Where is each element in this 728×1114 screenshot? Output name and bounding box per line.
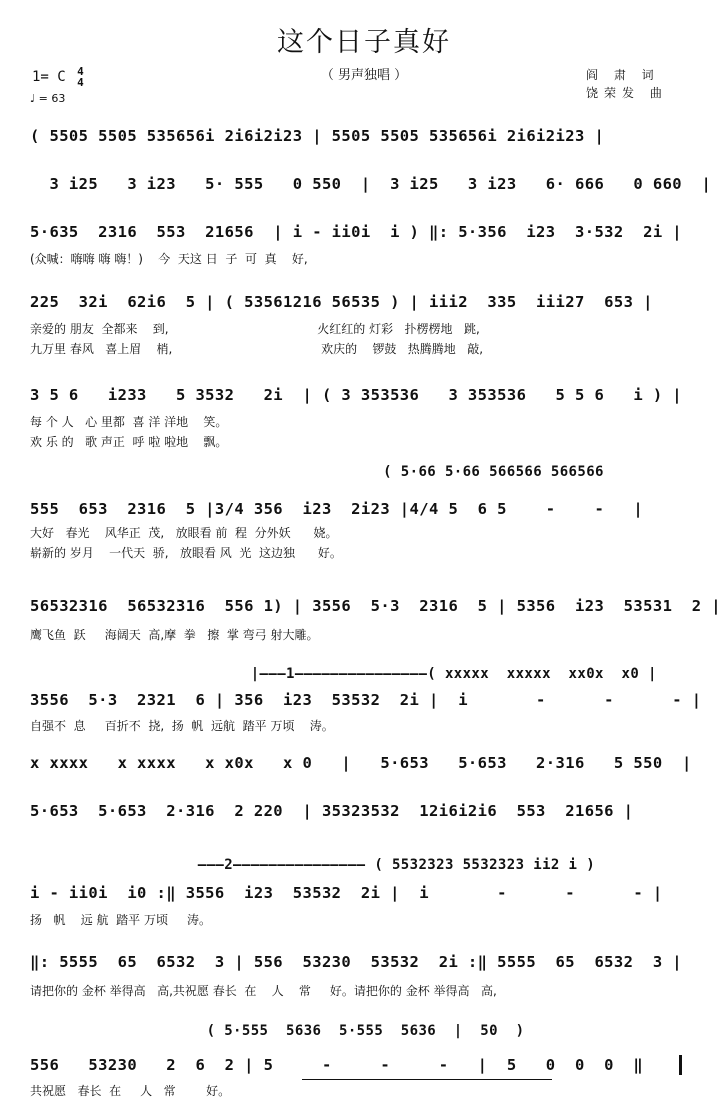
tie-line — [302, 1079, 552, 1080]
score-line-4: 225 32i 62i6 5 | ( 53561216 56535 ) | iii2 335 iii27 653 | — [30, 293, 653, 311]
score-line-1: ( 5505 5505 535656i 2i6i2i23 | 5505 5505 535656i 2i6i2i23 | — [30, 127, 605, 145]
lyric-line-11: 请把你的 金杯 举得高 高,共祝愿 春长 在 人 常 好。请把你的 金杯 举得高 高, — [30, 984, 497, 998]
score-line-8: 3556 5·3 2321 6 | 356 i23 53532 2i | i - - - | — [30, 691, 702, 709]
lyricist-credit: 阎 肃 词 — [586, 68, 660, 82]
performance-note: （ 男声独唱 ） — [320, 68, 408, 83]
lyric-line-10: 扬 帆 远 航 踏平 万顷 涛。 — [30, 913, 212, 927]
time-top: 4 — [77, 65, 84, 78]
final-barline — [679, 1055, 682, 1075]
score-line-3: 5·635 2316 553 21656 | i - ii0i i ) ‖: 5·356 i23 3·532 2i | — [30, 223, 683, 241]
lyric-line-2: 亲爱的 朋友 全都来 到, 火红红的 灯彩 扑楞楞地 跳, — [30, 322, 480, 336]
score-line-6: 555 653 2316 5 |3/4 356 i23 2i23 |4/4 5 6 5 - - | — [30, 500, 644, 518]
lyric-line-4: 每 个 人 心 里都 喜 洋 洋地 笑。 — [30, 415, 228, 429]
score-line-2: 3 i25 3 i23 5· 555 0 550 | 3 i25 3 i23 6· 666 0 660 | — [30, 175, 712, 193]
accompaniment-line-2: |———1———————————————( xxxxx xxxxx xx0x x0 | — [30, 666, 657, 682]
key-signature — [32, 66, 84, 88]
accompaniment-line-3: ———2——————————————— ( 5532323 5532323 ii2 i ) — [30, 857, 596, 873]
score-line-7: 56532316 56532316 556 1) | 3556 5·3 2316 5 | 5356 i23 53531 2 | — [30, 597, 721, 615]
accompaniment-line-1: ( 5·66 5·66 566566 566566 — [30, 464, 604, 480]
score-line-13: 556 53230 2 6 2 | 5 - - - | 5 0 0 0 ‖ — [30, 1056, 644, 1074]
accompaniment-line-4: ( 5·555 5636 5·555 5636 | 50 ) — [30, 1023, 525, 1039]
lyric-line-12: 共祝愿 春长 在 人 常 好。 — [30, 1084, 231, 1098]
lyric-line-5: 欢 乐 的 歌 声正 呼 啦 啦地 飘。 — [30, 435, 228, 449]
lyric-line-7: 崭新的 岁月 一代天 骄, 放眼看 风 光 这边独 好。 — [30, 546, 342, 560]
key-label: 1= C — [32, 69, 66, 85]
lyric-line-1: (众喊：嗨嗨 嗨 嗨！) 今 天这 日 子 可 真 好, — [30, 252, 308, 266]
score-line-11: i - ii0i i0 :‖ 3556 i23 53532 2i | i - - - | — [30, 884, 663, 902]
score-line-12: ‖: 5555 65 6532 3 | 556 53230 53532 2i :‖ 5555 65 6532 3 | — [30, 953, 683, 971]
lyric-line-3: 九万里 春风 喜上眉 梢, 欢庆的 锣鼓 热腾腾地 敲, — [30, 342, 484, 356]
time-bottom: 4 — [77, 76, 84, 89]
tempo-marking: ♩ = 63 — [30, 92, 66, 105]
lyric-line-9: 自强不 息 百折不 挠, 扬 帆 远航 踏平 万顷 涛。 — [30, 719, 334, 733]
lyric-line-6: 大好 春光 风华正 茂, 放眼看 前 程 分外妖 娆。 — [30, 526, 338, 540]
lyric-line-8: 鹰飞鱼 跃 海阔天 高,摩 拳 擦 掌 弯弓 射大雕。 — [30, 628, 319, 642]
time-signature — [77, 66, 84, 88]
score-line-5: 3 5 6 i233 5 3532 2i | ( 3 353536 3 353536 5 5 6 i ) | — [30, 386, 683, 404]
composer-credit: 饶荣发 曲 — [586, 86, 668, 100]
score-line-10: 5·653 5·653 2·316 2 220 | 35323532 12i6i2i6 553 21656 | — [30, 802, 634, 820]
song-title: 这个日子真好 — [277, 27, 451, 58]
score-line-9: x xxxx x xxxx x x0x x 0 | 5·653 5·653 2·316 5 550 | — [30, 754, 692, 772]
